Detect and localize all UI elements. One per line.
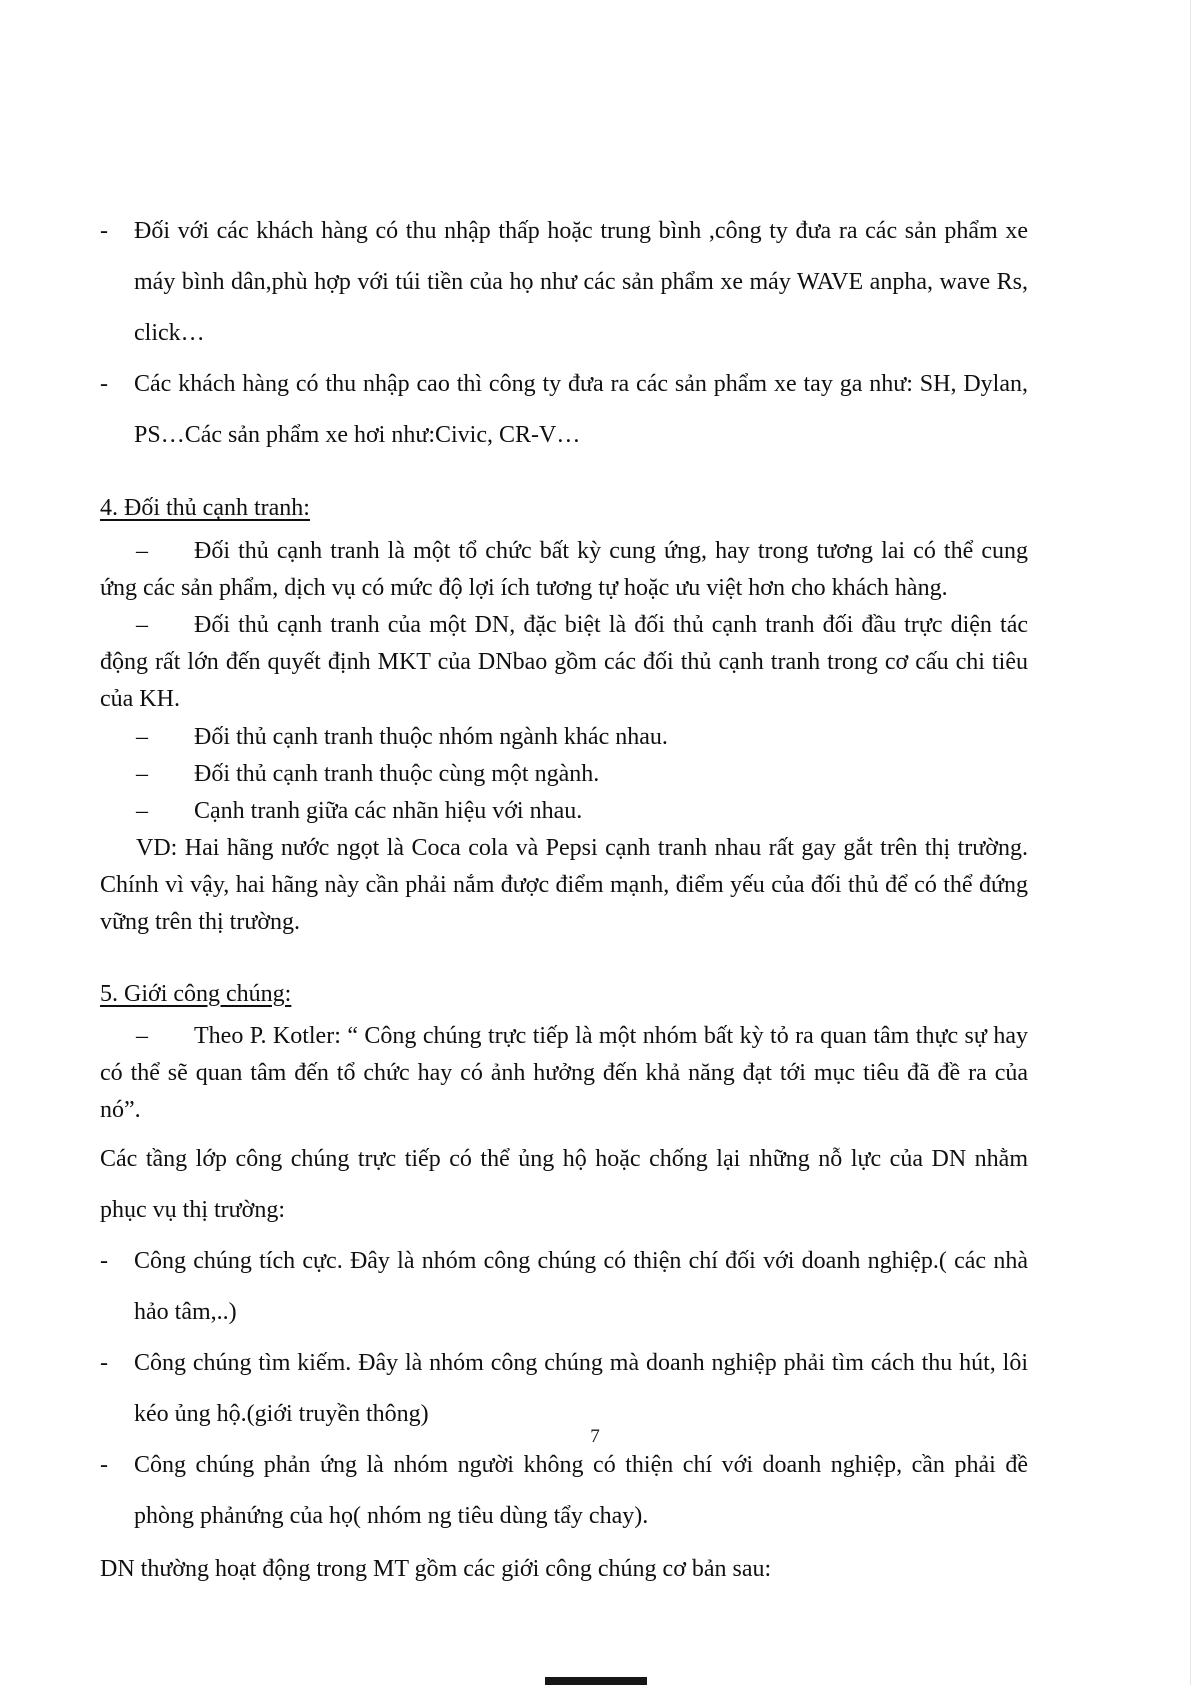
bullet-marker: - xyxy=(100,370,108,397)
bullet-marker: - xyxy=(100,1248,108,1275)
paragraph-text: Đối thủ cạnh tranh thuộc cùng một ngành. xyxy=(194,760,600,787)
bullet-item xyxy=(100,1338,1028,1440)
paragraph-text: Đối thủ cạnh tranh của một DN, đặc biệt là đối thủ cạnh tranh đối đầu trực diện tác động rất lớn đến quyết định MKT của DNbao gồm các đối thủ cạnh tranh trong cơ cấu chi tiêu của KH. xyxy=(100,611,1028,713)
bullet-marker: - xyxy=(100,1349,108,1376)
example-paragraph: VD: Hai hãng nước ngọt là Coca cola và Pepsi cạnh tranh nhau rất gay gắt trên thị trường. Chính vì vậy, hai hãng này cần phải nắm được điểm mạnh, điểm yếu của đối thủ để có thể đứng vững trên thị trường. xyxy=(100,835,1028,936)
paragraph-text: Cạnh tranh giữa các nhãn hiệu với nhau. xyxy=(194,797,583,824)
paragraph-text: Theo P. Kotler: “ Công chúng trực tiếp là một nhóm bất kỳ tỏ ra quan tâm thực sự hay có thể sẽ quan tâm đến tổ chức hay có ảnh hưởng đến khả năng đạt tới mục tiêu đã đề ra của nó”. xyxy=(100,1022,1028,1124)
paragraph-text: Các khách hàng có thu nhập cao thì công ty đưa ra các sản phẩm xe tay ga như: SH, Dylan, PS…Các sản phẩm xe hơi như:Civic, CR-V… xyxy=(134,370,1028,448)
paragraph-text: Công chúng phản ứng là nhóm người không có thiện chí với doanh nghiệp, cần phải đề phòng phảnứng của họ( nhóm ng tiêu dùng tẩy chay). xyxy=(134,1451,1028,1529)
paragraph-text: Đối với các khách hàng có thu nhập thấp hoặc trung bình ,công ty đưa ra các sản phẩm xe máy bình dân,phù hợp với túi tiền của họ như các sản phẩm xe máy WAVE anpha, wave Rs, click… xyxy=(134,218,1028,346)
dash-item xyxy=(100,793,1028,830)
body-paragraph: Các tầng lớp công chúng trực tiếp có thể ủng hộ hoặc chống lại những nỗ lực của DN nhằm phục vụ thị trường: xyxy=(100,1146,1028,1224)
paragraph-text: Đối thủ cạnh tranh là một tổ chức bất kỳ cung ứng, hay trong tương lai có thể cung ứng các sản phẩm, dịch vụ có mức độ lợi ích tương tự hoặc ưu việt hơn cho khách hàng. xyxy=(100,537,1028,601)
dash-item xyxy=(100,719,1028,756)
bullet-item xyxy=(100,206,1028,359)
bullet-item xyxy=(100,1440,1028,1542)
bullet-item xyxy=(100,1236,1028,1338)
section-heading-5: 5. Giới công chúng: xyxy=(100,980,292,1007)
dash-item xyxy=(100,607,1028,719)
dash-marker: – xyxy=(136,797,148,824)
bullet-item xyxy=(100,359,1028,461)
dash-marker: – xyxy=(136,760,148,787)
body-paragraph: DN thường hoạt động trong MT gồm các giới công chúng cơ bản sau: xyxy=(100,1556,772,1583)
paragraph-text: Công chúng tích cực. Đây là nhóm công chúng có thiện chí đối với doanh nghiệp.( các nhà hảo tâm,..) xyxy=(134,1248,1028,1325)
dash-item xyxy=(100,756,1028,793)
bullet-marker: - xyxy=(100,1451,108,1478)
paragraph-text: Công chúng tìm kiếm. Đây là nhóm công chúng mà doanh nghiệp phải tìm cách thu hút, lôi kéo ủng hộ.(giới truyền thông) xyxy=(134,1349,1028,1427)
dash-marker: – xyxy=(136,611,148,638)
dash-marker: – xyxy=(136,537,148,564)
section-heading-4: 4. Đối thủ cạnh tranh: xyxy=(100,495,310,522)
dash-marker: – xyxy=(136,723,148,750)
page-number: 7 xyxy=(590,1426,600,1447)
bullet-marker: - xyxy=(100,218,108,244)
dash-marker: – xyxy=(136,1022,148,1049)
dash-item xyxy=(100,1018,1028,1130)
paragraph-text: Đối thủ cạnh tranh thuộc nhóm ngành khác nhau. xyxy=(194,723,668,750)
page-bottom-artifact xyxy=(545,1677,647,1685)
document-content xyxy=(100,206,1028,1595)
dash-item xyxy=(100,533,1028,607)
